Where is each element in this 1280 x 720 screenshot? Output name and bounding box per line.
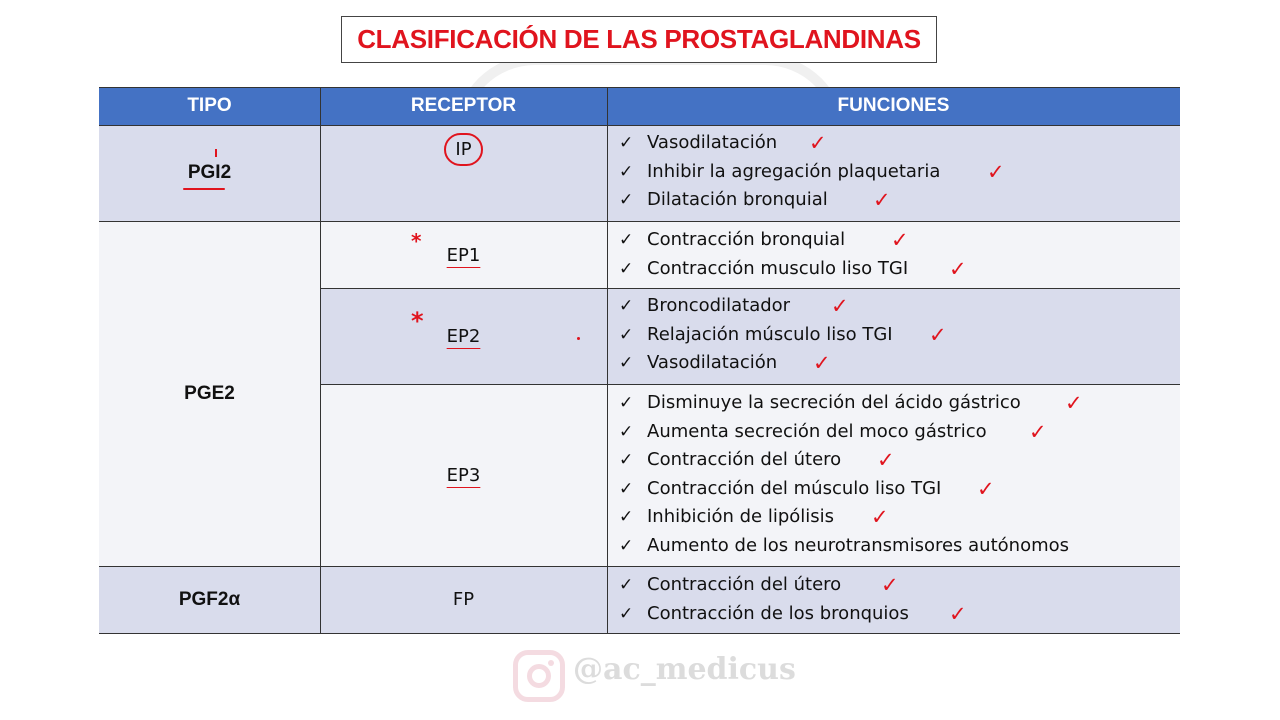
handwritten-check-icon: ✓ bbox=[871, 505, 889, 530]
handwritten-check-icon: ✓ bbox=[877, 448, 895, 473]
divider bbox=[99, 633, 1180, 634]
check-icon: ✓ bbox=[619, 258, 634, 279]
handwritten-check-icon: ✓ bbox=[881, 573, 899, 597]
list-item: ✓ Vasodilatación ✓ bbox=[619, 349, 1180, 378]
handwritten-check-icon: ✓ bbox=[1029, 419, 1047, 444]
list-item: ✓ Contracción del útero ✓ bbox=[619, 446, 1180, 475]
receptor-ip-label: IP bbox=[455, 139, 472, 160]
receptor-ep1-label: EP1 bbox=[446, 245, 481, 266]
header-receptor: RECEPTOR bbox=[320, 87, 607, 125]
funciones-ep1 bbox=[607, 221, 1180, 288]
header-tipo: TIPO bbox=[99, 87, 320, 125]
handwritten-check-icon: ✓ bbox=[977, 476, 995, 501]
list-item: ✓ Aumento de los neurotransmisores autónomos bbox=[619, 532, 1180, 561]
instagram-icon bbox=[513, 650, 565, 702]
title-box bbox=[341, 16, 937, 63]
divider bbox=[607, 87, 608, 633]
watermark-handle: @ac_medicus bbox=[573, 652, 796, 687]
divider bbox=[99, 125, 1180, 126]
check-icon: ✓ bbox=[619, 535, 634, 556]
asterisk-annotation: * bbox=[411, 229, 422, 253]
receptor-ep1 bbox=[320, 221, 607, 288]
list-item: ✓ Dilatación bronquial ✓ bbox=[619, 186, 1180, 215]
check-icon: ✓ bbox=[619, 161, 634, 182]
check-icon: ✓ bbox=[619, 450, 634, 471]
check-icon: ✓ bbox=[619, 296, 634, 316]
check-icon: ✓ bbox=[619, 393, 634, 413]
funciones-pgf2a bbox=[607, 566, 1180, 633]
handwritten-check-icon: ✓ bbox=[831, 294, 849, 318]
funciones-pgi2 bbox=[607, 125, 1180, 221]
divider bbox=[99, 221, 1180, 222]
receptor-ep2 bbox=[320, 288, 607, 384]
check-icon: ✓ bbox=[619, 353, 634, 374]
check-icon: ✓ bbox=[619, 230, 634, 250]
check-icon: ✓ bbox=[619, 324, 634, 345]
handwritten-check-icon: ✓ bbox=[1065, 391, 1083, 415]
handwritten-check-icon: ✓ bbox=[891, 228, 909, 252]
list-item: ✓ Vasodilatación ✓ bbox=[619, 129, 1180, 158]
list-item: ✓ Contracción del útero ✓ bbox=[619, 571, 1180, 600]
check-icon: ✓ bbox=[619, 575, 634, 595]
tipo-pgf2a: PGF2α bbox=[99, 566, 320, 633]
handwritten-check-icon: ✓ bbox=[929, 322, 947, 347]
divider bbox=[99, 87, 1180, 88]
list-item: ✓ Aumenta secreción del moco gástrico ✓ bbox=[619, 418, 1180, 447]
list-item: ✓ Inhibición de lipólisis ✓ bbox=[619, 503, 1180, 532]
handwritten-check-icon: ✓ bbox=[987, 159, 1005, 184]
page-title: CLASIFICACIÓN DE LAS PROSTAGLANDINAS bbox=[357, 24, 921, 54]
header-funciones: FUNCIONES bbox=[607, 87, 1180, 125]
check-icon: ✓ bbox=[619, 478, 634, 499]
handwritten-check-icon: ✓ bbox=[873, 188, 891, 213]
check-icon: ✓ bbox=[619, 603, 634, 624]
tipo-pgi2: PGI2 bbox=[99, 125, 320, 221]
check-icon: ✓ bbox=[619, 133, 634, 153]
handwritten-check-icon: ✓ bbox=[813, 351, 831, 376]
handwritten-check-icon: ✓ bbox=[949, 256, 967, 281]
receptor-ep3-label: EP3 bbox=[446, 464, 481, 486]
divider bbox=[320, 384, 1180, 385]
list-item: ✓ Broncodilatador ✓ bbox=[619, 292, 1180, 321]
receptor-ep2-label: EP2 bbox=[446, 325, 481, 347]
list-item: ✓ Contracción de los bronquios ✓ bbox=[619, 600, 1180, 629]
receptor-fp: FP bbox=[320, 566, 607, 633]
ip-circle-annotation bbox=[444, 133, 482, 166]
check-icon: ✓ bbox=[619, 507, 634, 528]
asterisk-annotation: * bbox=[411, 307, 424, 335]
list-item: ✓ Contracción musculo liso TGI ✓ bbox=[619, 255, 1180, 284]
funciones-ep3 bbox=[607, 384, 1180, 566]
divider bbox=[320, 87, 321, 633]
receptor-ep3 bbox=[320, 384, 607, 566]
tipo-pge2: PGE2 bbox=[99, 221, 320, 566]
handwritten-check-icon: ✓ bbox=[809, 131, 827, 155]
list-item: ✓ Relajación músculo liso TGI ✓ bbox=[619, 321, 1180, 350]
list-item: ✓ Disminuye la secreción del ácido gástrico ✓ bbox=[619, 389, 1180, 418]
list-item: ✓ Contracción del músculo liso TGI ✓ bbox=[619, 475, 1180, 504]
check-icon: ✓ bbox=[619, 421, 634, 442]
list-item: ✓ Contracción bronquial ✓ bbox=[619, 226, 1180, 255]
ink-mark-annotation bbox=[215, 149, 217, 157]
divider bbox=[320, 288, 1180, 289]
funciones-ep2 bbox=[607, 288, 1180, 384]
underline-annotation bbox=[183, 188, 225, 190]
list-item: ✓ Inhibir la agregación plaquetaria ✓ bbox=[619, 158, 1180, 187]
receptor-ip bbox=[320, 125, 607, 221]
handwritten-check-icon: ✓ bbox=[949, 601, 967, 626]
check-icon: ✓ bbox=[619, 190, 634, 211]
divider bbox=[99, 566, 1180, 567]
ink-dot-annotation bbox=[577, 337, 580, 340]
